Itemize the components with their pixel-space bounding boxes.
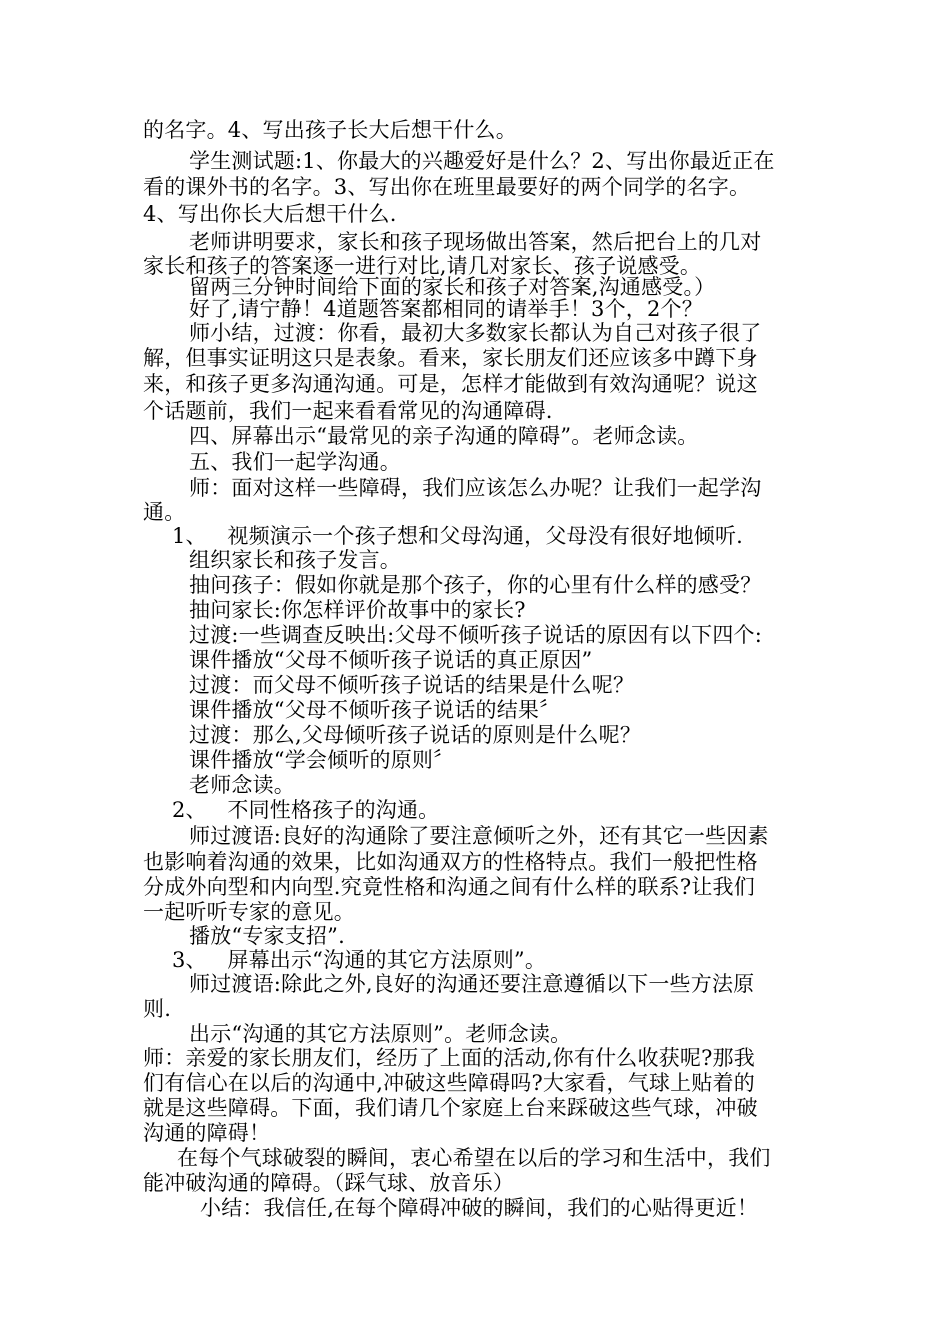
text-line: 课件播放“学会倾听的原则〞 [189,748,455,772]
text-line: 看的课外书的名字。3、写出你在班里最要好的两个同学的名字。 [143,175,751,199]
text-line: 在每个气球破裂的瞬间，衷心希望在以后的学习和生活中，我们 [177,1146,771,1170]
text-line: 课件播放“父母不倾听孩子说话的结果〞 [189,698,561,722]
text-line: 课件播放“父母不倾听孩子说话的真正原因” [189,648,593,672]
text-line: 播放“专家支招”. [189,924,345,948]
text-line: 出示“沟通的其它方法原则”。老师念读。 [189,1022,572,1046]
text-line: 五、我们一起学沟通。 [189,450,401,474]
text-line: 学生测试题:1、你最大的兴趣爱好是什么？2、写出你最近正在 [189,149,775,173]
text-line: 过渡:一些调查反映出:父母不倾听孩子说话的原因有以下四个: [189,623,763,647]
text-line: 一起听听专家的意见。 [143,900,355,924]
text-line: 分成外向型和内向型.究竟性格和沟通之间有什么样的联系?让我们 [143,875,755,899]
text-line: 就是这些障碍。下面，我们请几个家庭上台来踩破这些气球，冲破 [143,1096,758,1120]
text-line: 留两三分钟时间给下面的家长和孩子对答案,沟通感受。） [189,275,716,299]
text-line: 组织家长和孩子发言。 [189,548,401,572]
text-line: 老师讲明要求，家长和孩子现场做出答案，然后把台上的几对 [189,230,762,254]
text-line: 3、 屏幕出示“沟通的其它方法原则”。 [172,948,547,972]
text-line: 好了,请宁静！4道题答案都相同的请举手！3个，2个？ [189,297,703,321]
text-line: 家长和孩子的答案逐一进行对比,请几对家长、孩子说感受。 [143,254,702,278]
text-line: 能冲破沟通的障碍。（踩气球、放音乐） [143,1171,515,1195]
text-line: 4、写出你长大后想干什么. [143,202,397,226]
text-line: 们有信心在以后的沟通中,冲破这些障碍吗?大家看，气球上贴着的 [143,1071,755,1095]
text-line: 师过渡语:除此之外,良好的沟通还要注意遵循以下一些方法原 [189,972,755,996]
text-line: 小结：我信任,在每个障碍冲破的瞬间，我们的心贴得更近！ [200,1196,759,1220]
text-line: 则. [143,997,172,1021]
text-line: 通。 [143,500,186,524]
text-line: 2、 不同性格孩子的沟通。 [172,798,440,822]
text-line: 的名字。4、写出孩子长大后想干什么。 [143,118,517,142]
text-line: 沟通的障碍！ [143,1121,271,1145]
text-line: 也影响着沟通的效果，比如沟通双方的性格特点。我们一般把性格 [143,850,758,874]
text-line: 1、 视频演示一个孩子想和父母沟通，父母没有很好地倾听. [172,524,744,548]
text-line: 老师念读。 [189,773,295,797]
text-line: 过渡：而父母不倾听孩子说话的结果是什么呢？ [189,673,635,697]
text-line: 师过渡语:良好的沟通除了要注意倾听之外，还有其它一些因素 [189,824,769,848]
text-line: 师：亲爱的家长朋友们，经历了上面的活动,你有什么收获呢?那我 [143,1046,755,1070]
text-line: 四、屏幕出示“最常见的亲子沟通的障碍”。老师念读。 [189,424,699,448]
text-line: 来，和孩子更多沟通沟通。可是，怎样才能做到有效沟通呢？说这 [143,372,758,396]
text-line: 抽问孩子：假如你就是那个孩子，你的心里有什么样的感受？ [189,573,762,597]
text-line: 抽问家长:你怎样评价故事中的家长? [189,598,526,622]
text-line: 师：面对这样一些障碍，我们应该怎么办呢？让我们一起学沟 [189,476,762,500]
text-line: 个话题前，我们一起来看看常见的沟通障碍. [143,399,553,423]
text-line: 师小结，过渡：你看，最初大多数家长都认为自己对孩子很了 [189,321,762,345]
text-line: 解，但事实证明这只是表象。看来，家长朋友们还应该多中蹲下身 [143,346,758,370]
text-line: 过渡：那么,父母倾听孩子说话的原则是什么呢？ [189,723,642,747]
